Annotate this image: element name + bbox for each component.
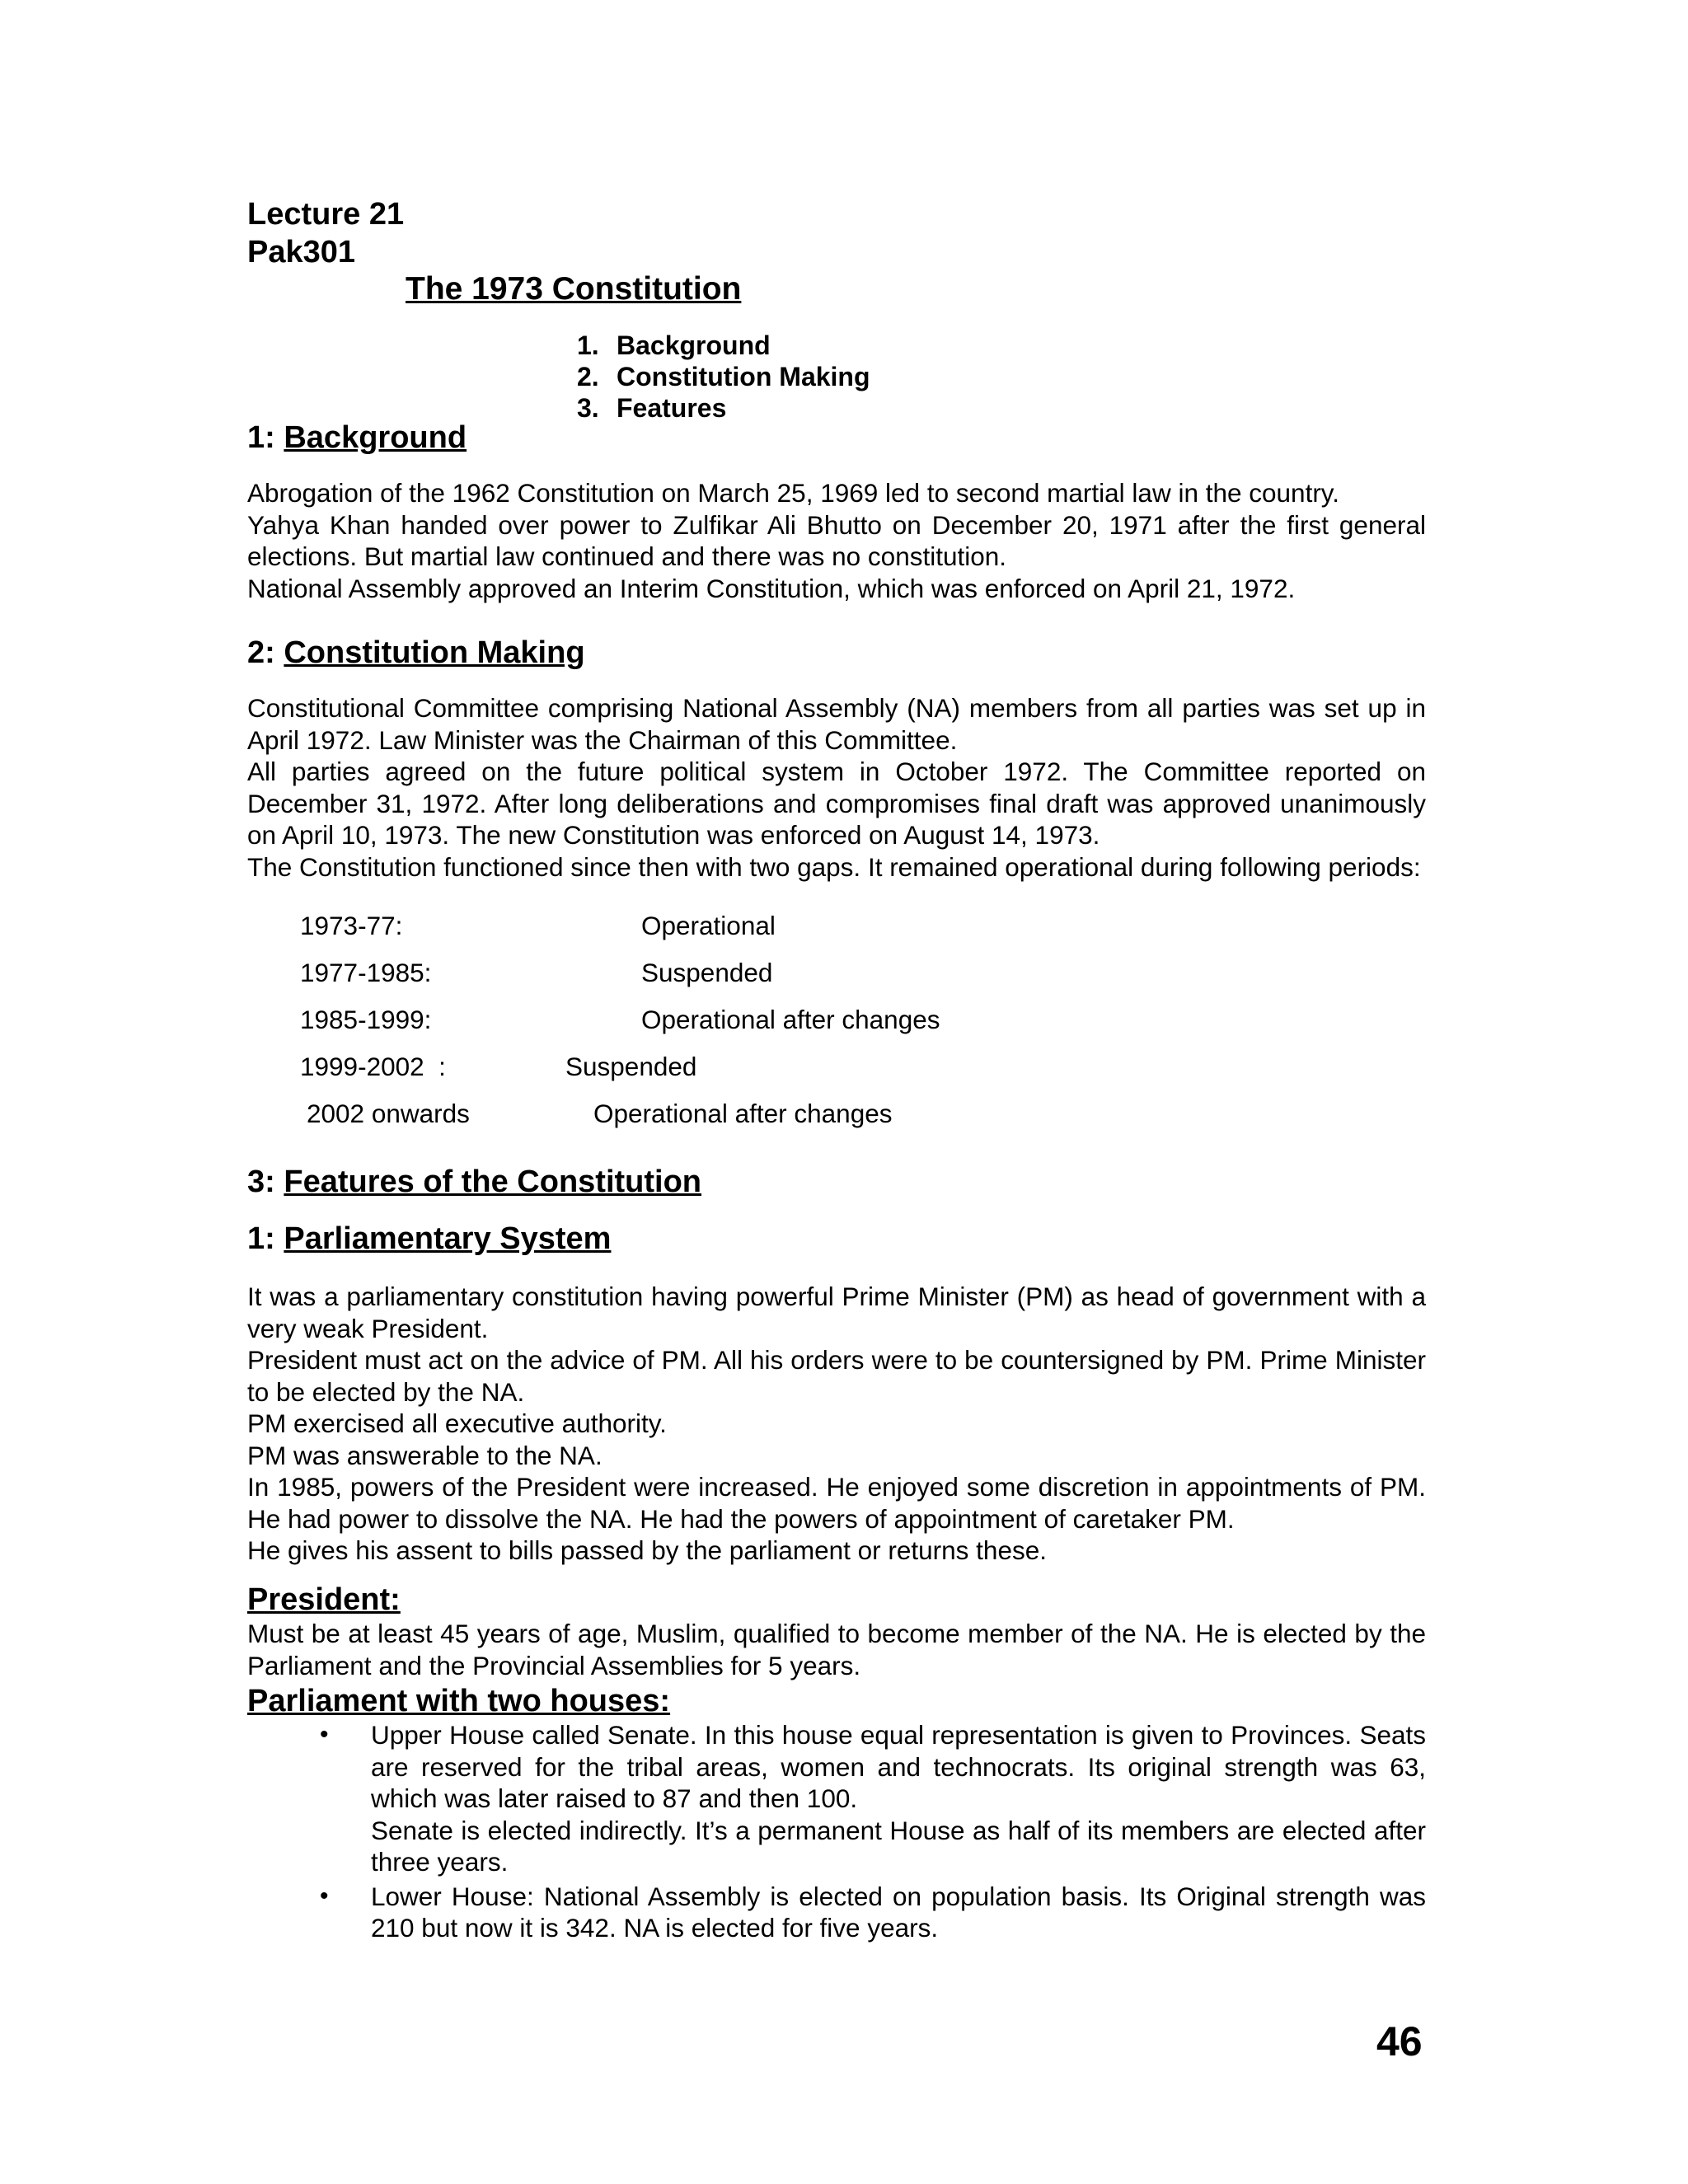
toc-item [577, 361, 870, 392]
section-prefix: 2: [247, 635, 284, 670]
bullet-icon: • [320, 1882, 329, 1910]
toc-number: 2. [577, 362, 599, 391]
paragraph-line: All parties agreed on the future political system in October 1972. The Committee reported on December 31, 1972. After long deliberations and compromises final draft was approved unanimously on April 10, 1973. The new Constitution was enforced on August 14, 1973. [247, 757, 1426, 850]
period-status: Suspended [641, 958, 773, 987]
paragraph-line: Constitutional Committee comprising National Assembly (NA) members from all parties was set up in April 1972. Law Minister was the Chairman of this Committee. [247, 693, 1426, 755]
parliamentary-text [247, 1281, 1426, 1567]
period-status: Suspended [565, 1052, 697, 1081]
toc-label: Constitution Making [617, 362, 870, 391]
list-item-text: Senate is elected indirectly. It’s a permanent House as half of its members are elected after three years. [371, 1815, 1426, 1877]
period-years: 1999-2002 : [300, 1052, 446, 1081]
section-heading-background [247, 420, 467, 456]
paragraph-line: In 1985, powers of the President were increased. He enjoyed some discretion in appointments of PM. He had power to dissolve the NA. He had the powers of appointment of caretaker PM. [247, 1472, 1426, 1534]
page-number: 46 [1376, 2018, 1423, 2064]
section-title: Background [284, 420, 467, 455]
list-item-text: Upper House called Senate. In this house equal representation is given to Provinces. Seats are reserved for the tribal areas, women and technocrats. Its original strength was 63, which was later raised to 87 and then 100. [371, 1720, 1426, 1813]
paragraph-line: PM was answerable to the NA. [247, 1440, 603, 1470]
list-item-text: Lower House: National Assembly is elected on population basis. Its Original strength was 210 but now it is 342. NA is elected for five years. [371, 1881, 1426, 1943]
paragraph-line: PM exercised all executive authority. [247, 1408, 667, 1438]
section-title: Constitution Making [284, 635, 585, 670]
paragraph-line: The Constitution functioned since then with two gaps. It remained operational during following periods: [247, 851, 1421, 882]
list-item [247, 1881, 1426, 1944]
president-heading: President: [247, 1582, 401, 1617]
course-code: Pak301 [247, 235, 356, 269]
parliament-heading: Parliament with two houses: [247, 1684, 671, 1718]
period-status: Operational [641, 911, 776, 940]
toc-number: 1. [577, 330, 599, 360]
section-heading-features [247, 1165, 701, 1200]
page-title: The 1973 Constitution [406, 271, 742, 307]
paragraph-line: Must be at least 45 years of age, Muslim, qualified to become member of the NA. He is elected by the Parliament and the Provincial Assemblies for 5 years. [247, 1619, 1426, 1680]
section-title: Features of the Constitution [284, 1165, 702, 1199]
paragraph-line: President must act on the advice of PM. All his orders were to be countersigned by PM. Prime Minister to be elected by the NA. [247, 1345, 1426, 1407]
president-text [247, 1618, 1426, 1681]
period-status: Operational after changes [593, 1099, 893, 1128]
period-years: 1985-1999: [300, 1005, 432, 1034]
toc-number: 3. [577, 393, 599, 423]
background-text [247, 477, 1426, 604]
section-prefix: 3: [247, 1165, 284, 1199]
lecture-number: Lecture 21 [247, 197, 405, 232]
section-prefix: 1: [247, 420, 284, 455]
period-years: 1977-1985: [300, 958, 432, 987]
table-of-contents [577, 330, 870, 424]
toc-item [577, 330, 870, 361]
toc-label: Background [617, 330, 771, 360]
bullet-icon: • [320, 1721, 329, 1748]
paragraph-line: National Assembly approved an Interim Constitution, which was enforced on April 21, 1972. [247, 573, 1296, 603]
toc-label: Features [617, 393, 727, 423]
period-status: Operational after changes [641, 1005, 940, 1034]
toc-item [577, 392, 870, 424]
constitution-making-text [247, 692, 1426, 883]
list-item [247, 1719, 1426, 1878]
section-heading-constitution-making [247, 635, 585, 671]
paragraph-line: It was a parliamentary constitution having powerful Prime Minister (PM) as head of government with a very weak President. [247, 1282, 1426, 1343]
paragraph-line: Abrogation of the 1962 Constitution on March 25, 1969 led to second martial law in the country. [247, 478, 1339, 508]
period-years: 1973-77: [300, 911, 403, 940]
paragraph-line: Yahya Khan handed over power to Zulfikar Ali Bhutto on December 20, 1971 after the first general elections. But martial law continued and there was no constitution. [247, 509, 1426, 571]
lecture-header [247, 195, 1426, 271]
paragraph-line: He gives his assent to bills passed by the parliament or returns these. [247, 1535, 1047, 1565]
section-heading-parliamentary-system [247, 1221, 611, 1257]
section-title: Parliamentary System [284, 1221, 612, 1256]
period-years: 2002 onwards [307, 1099, 470, 1128]
parliament-list [247, 1719, 1426, 1944]
section-prefix: 1: [247, 1221, 284, 1256]
